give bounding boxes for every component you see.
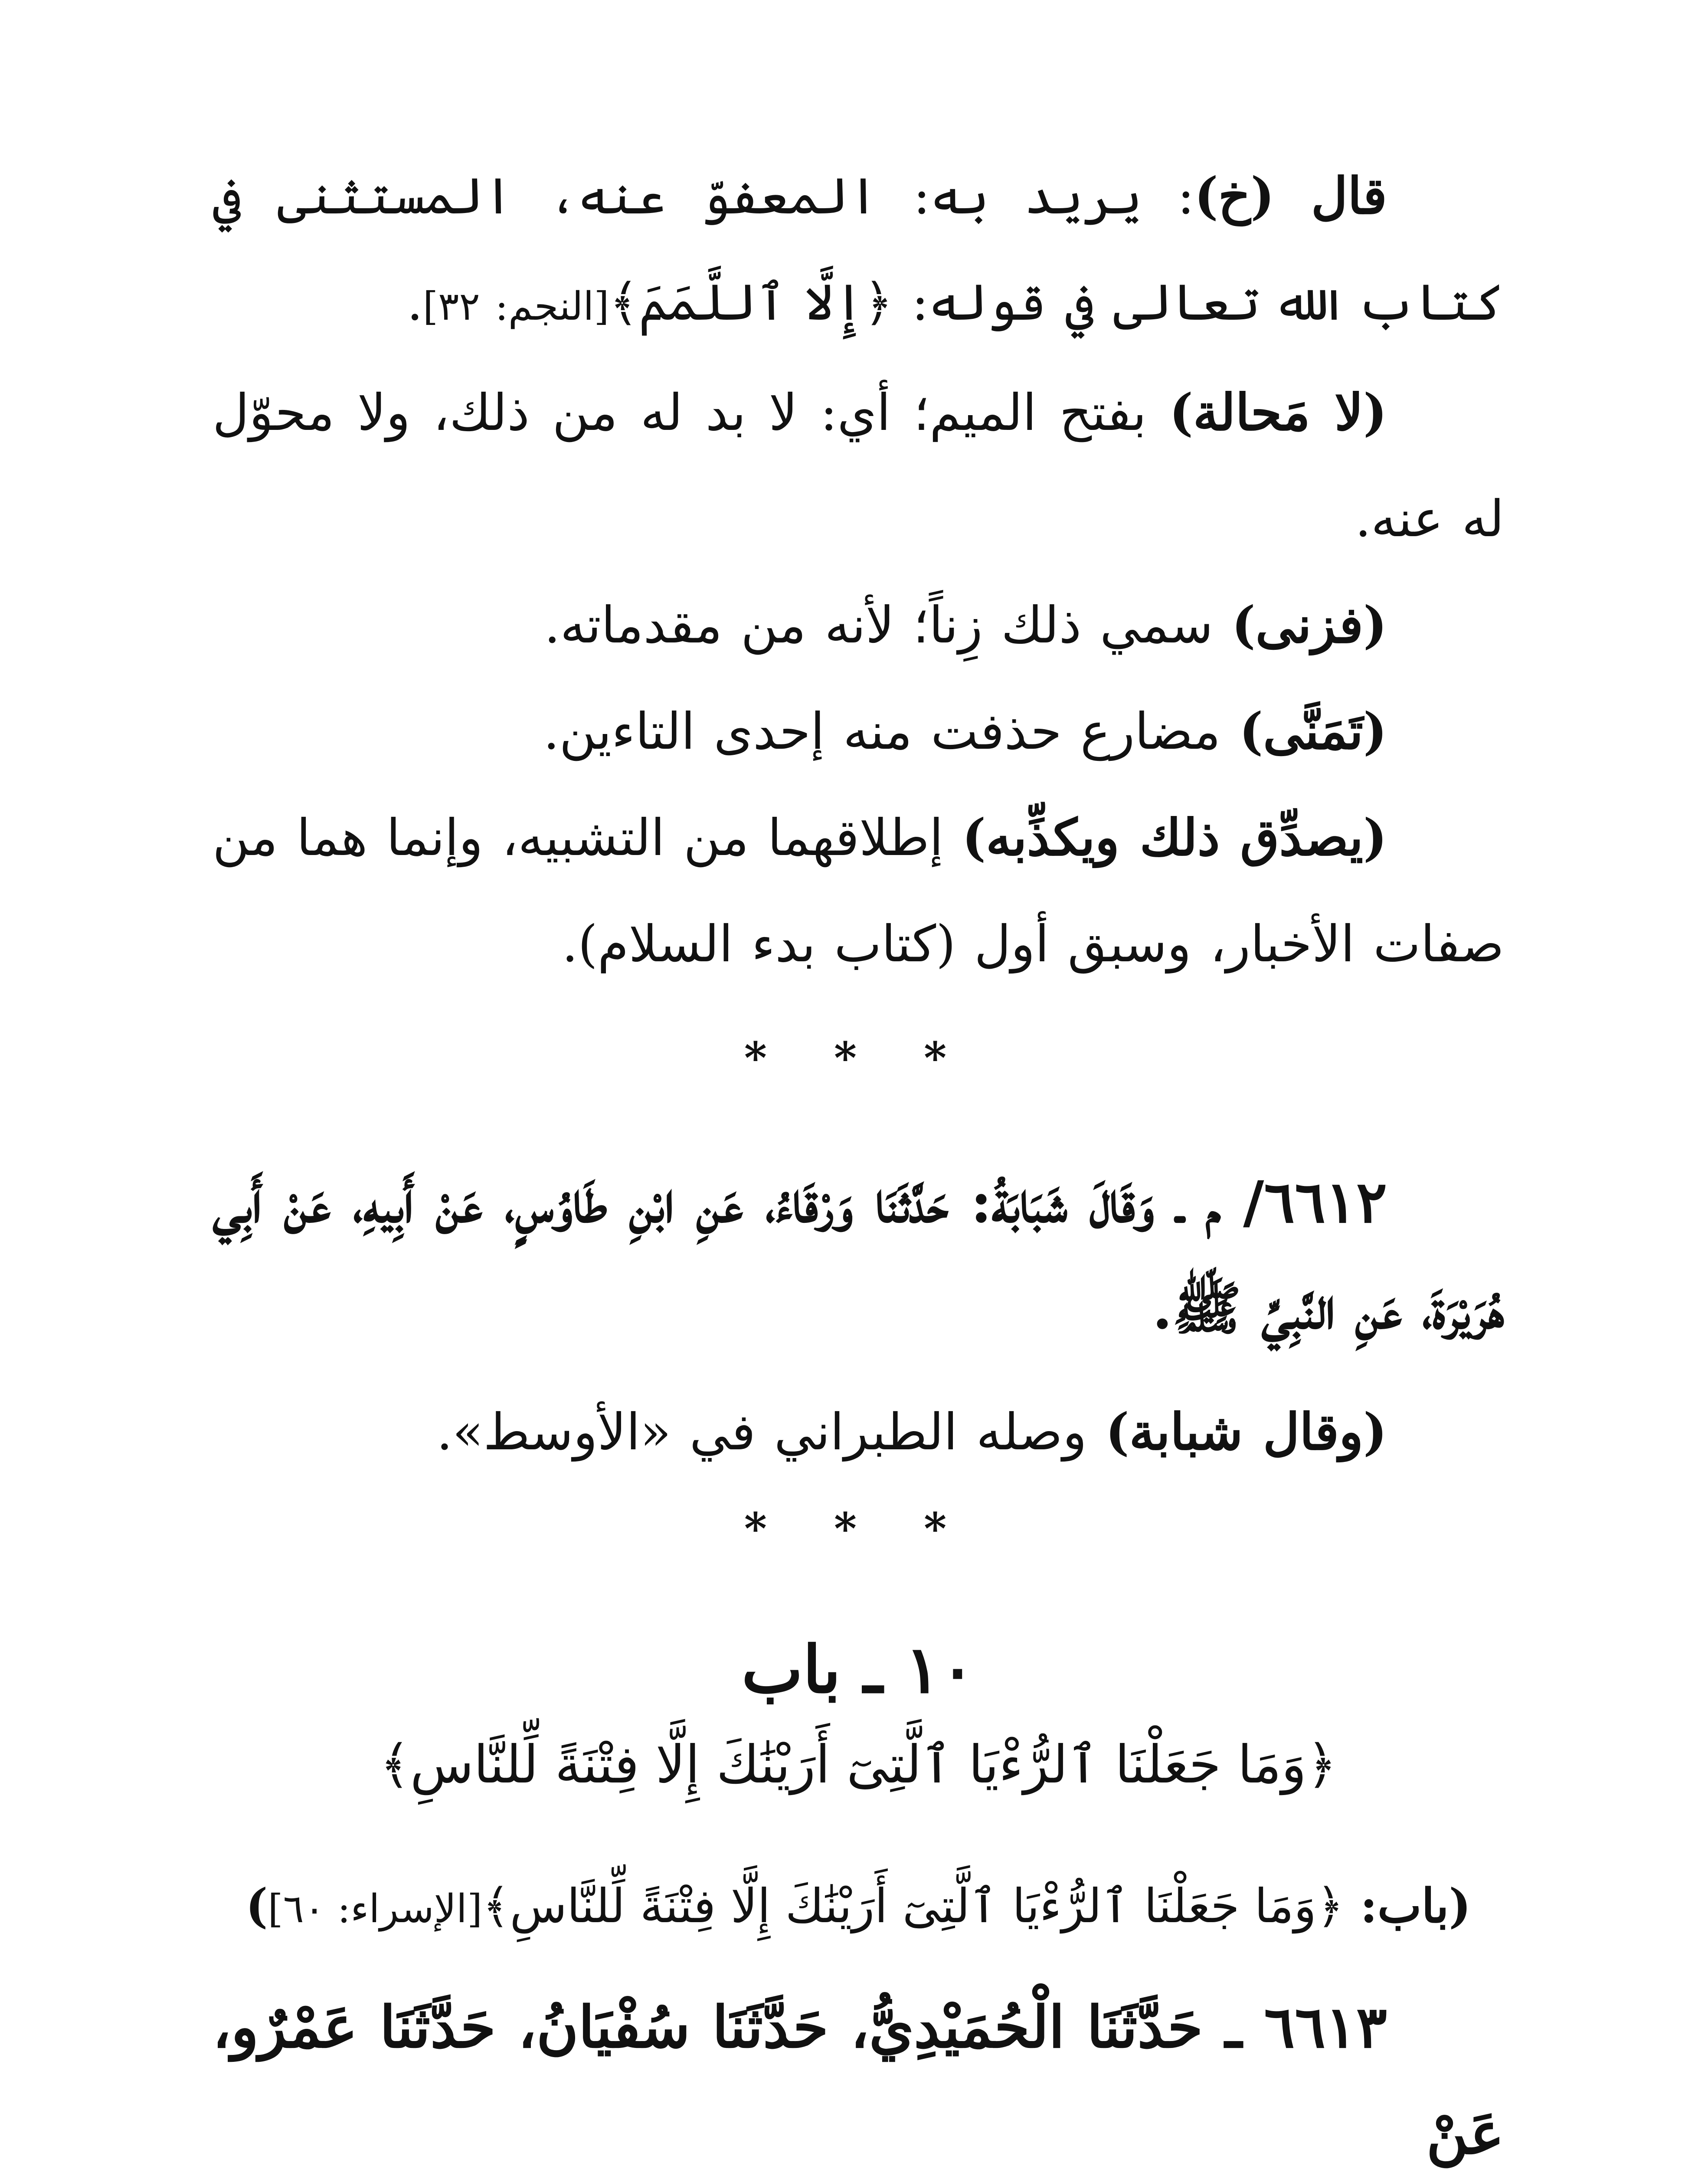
chapter-heading: ١٠ ـ باب <box>741 1632 975 1708</box>
commentary-paragraph-3 <box>213 572 1504 678</box>
commentary-6612 <box>213 1379 1504 1485</box>
sentence-end: . <box>407 273 423 332</box>
page-content <box>213 143 1504 2169</box>
commentary-text: : يريد به: المعفوّ عنه، المستثنى في كتاب الله تعالى في قوله: <box>213 167 1504 332</box>
hadith-6613: ٦٦١٣ ـ حَدَّثَنَا الْحُمَيْدِيُّ، حَدَّثَنَا سُفْيَانُ، حَدَّثَنَا عَمْرٌو، عَنْ <box>213 1994 1504 2167</box>
spacer <box>213 997 1504 1015</box>
spacer <box>213 1957 1504 1974</box>
commentary-term: (وقال شبابة) <box>1105 1402 1387 1461</box>
commentary-paragraph-5 <box>213 785 1504 997</box>
verse-reference: [النجم: ٣٢] <box>423 284 609 329</box>
commentary-text: بفتح الميم؛ أي: لا بد له من ذلك، ولا محوّل له عنه. <box>213 383 1504 548</box>
spacer <box>213 1362 1504 1379</box>
chapter-commentary <box>213 1858 1504 1957</box>
spacer <box>213 1811 1504 1858</box>
spacer <box>213 1572 1504 1620</box>
commentary-term: (تَمَنَّى) <box>1239 702 1387 761</box>
commentary-term: (لا مَحالة) <box>1169 383 1387 442</box>
commentary-paragraph-1 <box>213 143 1504 360</box>
section-separator: * * * <box>744 1032 973 1084</box>
commentary-term: (فزنى) <box>1231 596 1387 655</box>
verse-reference: [الإسراء: ٦٠] <box>268 1886 483 1932</box>
commentary-paragraph-2 <box>213 360 1504 572</box>
spacer <box>213 1101 1504 1149</box>
section-separator: * * * <box>744 1503 973 1554</box>
commentary-text: سمي ذلك زِناً؛ لأنه من مقدماته. <box>544 596 1232 655</box>
commentary-text: وصله الطبراني في «الأوسط». <box>436 1403 1106 1461</box>
chapter-note-prefix: (باب: <box>1344 1879 1471 1933</box>
commentary-term: (يصدِّق ذلك ويكذِّبه) <box>962 808 1387 867</box>
chapter-note-suffix: ) <box>245 1879 268 1933</box>
quran-quote: ﴿إِلَّا ٱللَّمَمَ﴾ <box>609 273 893 332</box>
chapter-note-verse: ﴿وَمَا جَعَلْنَا ٱلرُّءْيَا ٱلَّتِىٓ أَرَيْنَٰكَ إِلَّا فِتْنَةً لِّلنَّاسِ﴾ <box>482 1879 1344 1933</box>
commentary-paragraph-4 <box>213 678 1504 785</box>
chapter-verse: ﴿وَمَا جَعَلْنَا ٱلرُّءْيَا ٱلَّتِىٓ أَرَيْنَٰكَ إِلَّا فِتْنَةً لِّلنَّاسِ﴾ <box>380 1735 1337 1795</box>
commentary-text: إطلاقهما من التشبيه، وإنما هما من صفات الأخبار، وسبق أول (كتاب بدء السلام). <box>213 809 1504 973</box>
commentary-text: مضارع حذفت منه إحدى التاءين. <box>543 702 1240 761</box>
hadith-6612: ٦٦١٢/ م ـ وَقَالَ شَبَابَةُ: حَدَّثَنَا وَرْقَاءُ، عَنِ ابْنِ طَاوُسٍ، عَنْ أَبِيهِ، عَنْ أَبِي هُرَيْرَةَ، عَنِ النَّبِيِّ ﷺ. <box>213 1169 1504 1342</box>
commentary-term: قال (خ) <box>1194 167 1387 226</box>
